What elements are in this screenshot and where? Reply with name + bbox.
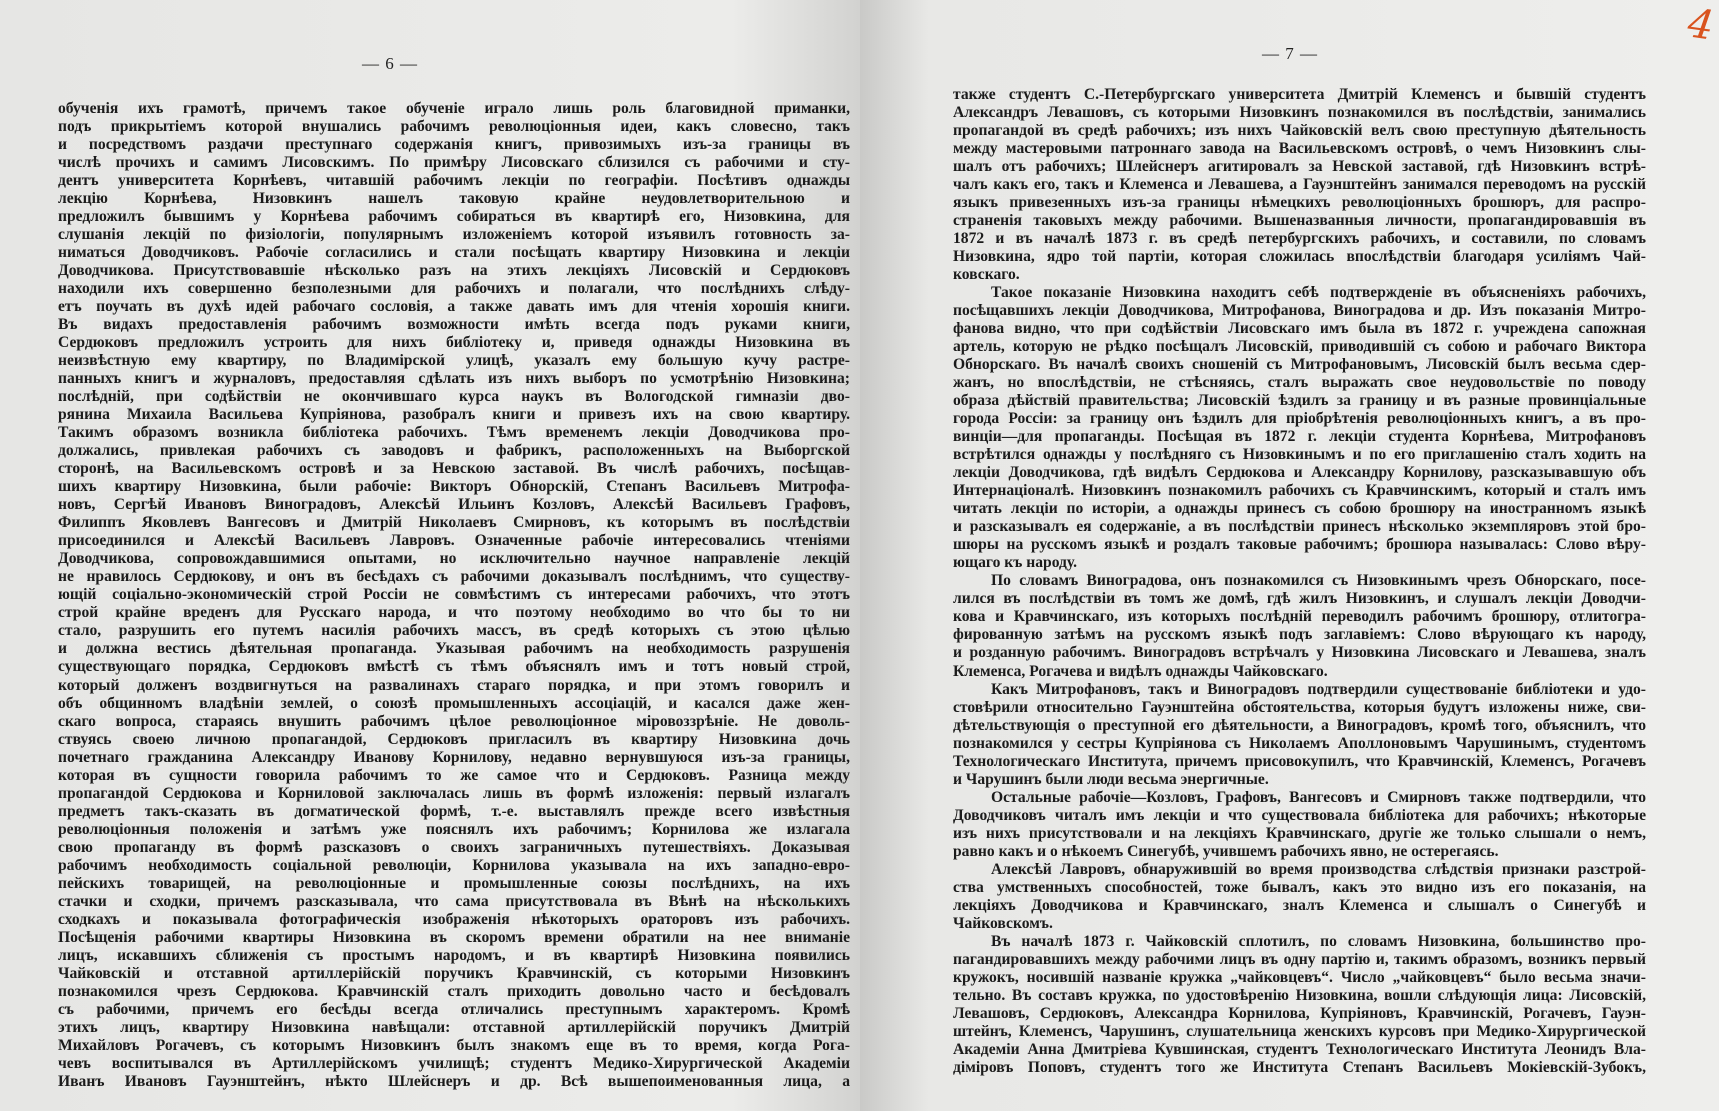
text-line: етъ поучать въ духѣ идей рабочаго сословія, а также давать имъ для чтенія хорошія книги. <box>58 298 850 316</box>
text-line: чалъ какъ его, такъ и Клеменса и Левашева, а Гауэнштейнъ занимался переводомъ на русскій <box>953 176 1646 194</box>
text-line: ствуясь своею личною пропагандой, Сердюковъ пригласилъ въ квартиру Низовкина дочь <box>58 730 850 748</box>
text-line: слушанія лекцій по физіологіи, популярнымъ изложеніемъ которой изъявилъ готовность за- <box>58 226 850 244</box>
text-line: Въ видахъ предоставленія рабочимъ возможности имѣть всегда подъ руками книги, <box>58 316 850 334</box>
text-line: кова и Кравчинскаго, изъ которыхъ послѣдній переводилъ рабочимъ брошюру, отлитогра- <box>953 608 1646 626</box>
text-line: присоединился и Алексѣй Васильевъ Лавровъ. Означенные рабочіе интересовались чтеніями <box>58 532 850 550</box>
text-line: Александръ Левашовъ, съ которыми Низовкинъ познакомился въ послѣдствіи, занимались <box>953 104 1646 122</box>
text-line: и Чарушинъ были люди весьма энергичные. <box>953 770 1269 788</box>
text-line: діміровъ Поповъ, студентъ того же Института Степанъ Васильевъ Мокіевскій-Зубокъ, <box>953 1058 1646 1076</box>
text-line: революціонныя положенія и затѣмъ уже пояснялъ ихъ рабочимъ; Корнилова же излагала <box>58 820 850 838</box>
text-line: не нравилось Сердюкову, и онъ въ бесѣдахъ съ рабочими доказывалъ послѣднимъ, что существу- <box>58 568 850 586</box>
text-line: ниматься Доводчиковъ. Рабочіе согласились и стали посѣщать квартиру Низовкина и лекціи <box>58 244 850 262</box>
text-line: Въ началѣ 1873 г. Чайковскій сплотилъ, по словамъ Низовкина, большинство про- <box>991 932 1646 950</box>
text-line: который долженъ воздвигнуться на развалинахъ стараго порядка, и при этомъ говорилъ и <box>58 676 850 694</box>
text-line: Академіи Анна Дмитріева Кувшинская, студентъ Технологическаго Института Леонидъ Вла- <box>953 1040 1646 1058</box>
text-line: Такимъ образомъ возникла библіотека рабочихъ. Тѣмъ временемъ лекціи Доводчикова про- <box>58 424 850 442</box>
text-line: дѣтельствующія о преступной его дѣятельности, а Виноградовъ, кромѣ того, объяснилъ, что <box>953 716 1646 734</box>
text-line: Низовкина, ядро той партіи, которая сложилась впослѣдствіи благодаря усиліямъ Чай- <box>953 248 1646 266</box>
text-line: стачки и сходки, причемъ разсказывала, что сама присутствовала въ Вѣнѣ на нѣсколькихъ <box>58 892 850 910</box>
text-line: пейскихъ товарищей, на революціонные и промышленные союзы послѣднихъ, на ихъ <box>58 874 850 892</box>
text-line: Михайловъ Рогачевъ, съ которымъ Низовкинъ былъ знакомъ еще въ то время, когда Рога- <box>58 1036 850 1054</box>
text-line: тельно. Въ составъ кружка, по удостовѣренію Низовкина, вошли слѣдующія лица: Лисовскій, <box>953 986 1646 1004</box>
text-line: шихъ квартиру Низовкина, были рабочіе: Викторъ Обнорскій, Степанъ Васильевъ Митрофа- <box>58 478 850 496</box>
text-line: этихъ лицъ, квартиру Низовкина навѣщали: отставной артиллерійскій поручикъ Дмитрій <box>58 1018 850 1036</box>
text-line: подъ прикрытіемъ которой внушались рабочимъ революціонныя идеи, какъ словесно, такъ <box>58 118 850 136</box>
text-line: Сердюковъ предложилъ устроить для нихъ библіотеку и, приведя однажды Низовкина въ <box>58 334 850 352</box>
text-line: шюры на русскомъ языкѣ и роздалъ таковые рабочимъ; брошюра называлась: Слово вѣру- <box>953 536 1646 554</box>
text-line: познакомился у сестры Купріянова съ Николаемъ Аполлоновымъ Чарушинымъ, студентомъ <box>953 734 1646 752</box>
text-line: читать лекціи по исторіи, а однажды принесъ съ собою брошюру на иностранномъ языкѣ <box>953 500 1646 518</box>
text-line: и должна вестись дѣятельная пропаганда. Указывая рабочимъ на необходимость разрушенія <box>58 640 850 658</box>
text-line: также студентъ С.-Петербургскаго университета Дмитрій Клеменсъ и бывшій студентъ <box>953 86 1646 103</box>
text-line: лекцію Корнѣева, Низовкинъ нашелъ таковую крайне неудовлетворительною и <box>58 190 850 208</box>
text-line: съ рабочими, причемъ его бесѣды всегда отличались преступнымъ характеромъ. Кромѣ <box>58 1000 850 1018</box>
text-line: По словамъ Виноградова, онъ познакомился съ Низовкинымъ чрезъ Обнорскаго, посе- <box>991 572 1646 590</box>
text-line: Такое показаніе Низовкина находитъ себѣ подтвержденіе въ объясненіяхъ рабочихъ, <box>991 284 1646 302</box>
text-line: 1872 и въ началѣ 1873 г. въ средѣ петербургскихъ рабочихъ, и составили, по словамъ <box>953 230 1646 248</box>
text-line: рянина Михаила Васильева Купріянова, разобралъ книги и привезъ ихъ на свою квартиру. <box>58 406 850 424</box>
text-line: Остальные рабочіе—Козловъ, Графовъ, Вангесовъ и Смирновъ также подтвердили, что <box>991 788 1646 806</box>
text-line: лился въ послѣдствіи въ томъ же домѣ, гдѣ жилъ Низовкинъ, и слушалъ лекціи Доводчи- <box>953 590 1646 608</box>
text-line: рабочимъ необходимость соціальной революціи, Корнилова указывала на ихъ западно-евро- <box>58 856 850 874</box>
text-line: пагандировавшихъ между рабочими лицъ въ одну партію и, такимъ образомъ, возникъ первый <box>953 950 1646 968</box>
text-line: существующаго порядка, Сердюковъ вмѣстѣ съ тѣмъ объяснялъ имъ и тотъ новый строй, <box>58 658 850 676</box>
text-line: шалъ отъ рабочихъ; Шлейснеръ агитировалъ за Невской заставой, гдѣ Низовкинъ встрѣ- <box>953 158 1646 176</box>
text-line: винціи—для пропаганды. Посѣщая въ 1872 г. лекціи студента Корнѣева, Митрофановъ <box>953 428 1646 446</box>
text-line: кружокъ, носившій названіе кружка „чайковцевъ“. Число „чайковцевъ“ было весьма значи- <box>953 968 1646 986</box>
right-page <box>860 0 1719 1111</box>
text-line: ковскаго. <box>953 266 1020 284</box>
text-line: города Россіи: за границу онъ ѣздилъ для пріобрѣтенія революціонныхъ книгъ, а въ про- <box>953 410 1646 428</box>
text-line: Иванъ Ивановъ Гауэнштейнъ, нѣкто Шлейснеръ и др. Всѣ вышепоименованныя лица, а <box>58 1072 850 1090</box>
text-line: Технологическаго Института, причемъ присовокупилъ, что Кравчинскій, Клеменсъ, Рогачевъ <box>953 752 1646 770</box>
text-line: послѣдній, при содѣйствіи не окончившаго курса наукъ въ Вологодской гимназіи дво- <box>58 388 850 406</box>
text-line: Обнорскаго. Въ началѣ своихъ сношеній съ Митрофановымъ, Лисовскій былъ весьма сдер- <box>953 356 1646 374</box>
text-line: строй крайне вреденъ для Русскаго народа, и что поэтому необходимо во что бы то ни <box>58 604 850 622</box>
text-line: Интернаціоналѣ. Низовкинъ познакомилъ рабочихъ съ Кравчинскимъ, который и сталъ имъ <box>953 482 1646 500</box>
text-line: ства умственныхъ способностей, тоже бывалъ, какъ это видно изъ его показанія, на <box>953 878 1646 896</box>
text-line: обученія ихъ грамотѣ, причемъ такое обученіе играло лишь роль благовидной приманки, <box>58 100 850 117</box>
text-line: дентъ университета Корнѣевъ, читавшій рабочимъ лекціи по географіи. Посѣтивъ однажды <box>58 172 850 190</box>
text-line: скаго вопроса, стараясь внушить рабочимъ цѣлое революціонное міровоззрѣніе. Не доволь- <box>58 712 850 730</box>
text-line: предложилъ бывшимъ у Корнѣева рабочимъ собираться въ квартирѣ его, Низовкина, для <box>58 208 850 226</box>
text-line: ющій соціально-экономическій строй Россіи не совмѣстимъ съ интересами рабочихъ, что этотъ <box>58 586 850 604</box>
text-line: Чайковскій и отставной артиллерійскій поручикъ Кравчинскій, съ которыми Низовкинъ <box>58 964 850 982</box>
text-line: Какъ Митрофановъ, такъ и Виноградовъ подтвердили существованіе библіотеки и удо- <box>991 680 1646 698</box>
text-line: чевъ воспитывался въ Артиллерійскомъ училищѣ; студентъ Медико-Хирургической Академіи <box>58 1054 850 1072</box>
text-line: между мастеровыми патроннаго завода на Васильевскомъ островѣ, о чемъ Низовкинъ слы- <box>953 140 1646 158</box>
text-line: Доводчиковъ читалъ имъ лекціи и что существовала библіотека для рабочихъ; нѣкоторые <box>953 806 1646 824</box>
text-line: Доводчикова, сопровождавшимися опытами, но исключительно научное направленіе лекцій <box>58 550 850 568</box>
text-line: и разсказывалъ ея содержаніе, а въ послѣдствіи принесъ нѣсколько экземпляровъ этой бро- <box>953 518 1646 536</box>
text-line: Алексѣй Лавровъ, обнаружившій во время производства слѣдствія признаки разстрой- <box>991 860 1646 878</box>
text-line: панныхъ книгъ и журналовъ, предоставляя сдѣлать изъ нихъ выборъ по усмотрѣнію Низовкина; <box>58 370 850 388</box>
text-line: лекціяхъ Доводчикова и Кравчинскаго, зналъ Клеменса и слышалъ о Синегубѣ и <box>953 896 1646 914</box>
text-line: сходкахъ и показывала фотографическія изображенія нѣкоторыхъ ораторовъ изъ рабочихъ. <box>58 910 850 928</box>
text-line: новъ, Сергѣй Ивановъ Виноградовъ, Алексѣй Ильинъ Козловъ, Алексѣй Васильевъ Графовъ, <box>58 496 850 514</box>
text-line: и посредствомъ раздачи преступнаго содержанія книгъ, привозимыхъ изъ-за границы въ <box>58 136 850 154</box>
text-line: познакомился чрезъ Сердюкова. Кравчинскій сталъ приходить довольно часто и бесѣдовалъ <box>58 982 850 1000</box>
text-line: стало, разрушить его путемъ насилія рабочихъ массъ, въ средѣ которыхъ съ этою цѣлью <box>58 622 850 640</box>
text-line: Клеменса, Рогачева и видѣлъ однажды Чайковскаго. <box>953 662 1328 680</box>
text-line: стовѣрили относительно Гауэнштейна обстоятельства, которыя будутъ изложены ниже, сви- <box>953 698 1646 716</box>
handwritten-sheet-number: 4 <box>1684 0 1717 50</box>
text-line: изъ нихъ присутствовали и на лекціяхъ Кравчинскаго, другіе же только слышали о немъ, <box>953 824 1646 842</box>
text-line: ющаго къ народу. <box>953 554 1078 572</box>
text-line: предметъ такъ-сказать въ догматической формѣ, т.-е. выставлялъ прежде всего извѣстныя <box>58 802 850 820</box>
text-line: Посѣщенія рабочими квартиры Низовкина въ скоромъ времени обратили на нее вниманіе <box>58 928 850 946</box>
text-line: лекціи Доводчикова, гдѣ видѣлъ Сердюкова и Александру Корнилову, разсказывавшую объ <box>953 464 1646 482</box>
page-number: — 6 — <box>362 54 418 73</box>
text-line: объ общинномъ владѣніи землей, о союзѣ промышленныхъ ассоціацій, и касался даже жен- <box>58 694 850 712</box>
text-line: числѣ прочихъ и самимъ Лисовскимъ. По примѣру Лисовскаго сблизился съ рабочими и сту- <box>58 154 850 172</box>
text-line: встрѣтился однажды у послѣдняго съ Низовкинымъ и по его приглашенію сталъ ходить на <box>953 446 1646 464</box>
text-block <box>58 100 850 1091</box>
text-line: пропагандой Сердюкова и Корниловой заключалась лишь въ формѣ изложенія: первый излагалъ <box>58 784 850 802</box>
text-line: свою пропаганду въ формѣ разсказовъ о своихъ заграничныхъ путешествіяхъ. Доказывая <box>58 838 850 856</box>
text-line: сторонѣ, на Васильевскомъ островѣ и за Невскою заставой. Въ числѣ рабочихъ, посѣщав- <box>58 460 850 478</box>
text-line: страненія таковыхъ между рабочими. Вышеназванныя личности, пропагандировавшія въ <box>953 212 1646 230</box>
text-line: Доводчикова. Присутствовавшіе нѣсколько разъ на этихъ лекціяхъ Лисовскій и Сердюковъ <box>58 262 850 280</box>
text-line: неизвѣстную ему квартиру, по Владимірской улицѣ, указалъ ему большую кучу растре- <box>58 352 850 370</box>
text-line: штейнъ, Клеменсъ, Чарушинъ, слушательница женскихъ курсовъ при Медико-Хирургической <box>953 1022 1646 1040</box>
text-line: Левашовъ, Сердюковъ, Александра Корнилова, Купріяновъ, Кравчинскій, Рогачевъ, Гауэн- <box>953 1004 1646 1022</box>
text-line: Филиппъ Яковлевъ Вангесовъ и Дмитрій Николаевъ Смирновъ, къ которымъ въ послѣдствіи <box>58 514 850 532</box>
text-line: равно какъ и о нѣкоемъ Синегубѣ, учившемъ рабочихъ явно, не остерегаясь. <box>953 842 1499 860</box>
page-number: — 7 — <box>1262 44 1318 63</box>
text-line: посѣщавшихъ лекціи Доводчикова, Митрофанова, Виноградова и др. Изъ показанія Митро- <box>953 302 1646 320</box>
text-line: лицъ, искавшихъ сближенія съ простымъ народомъ, и въ квартирѣ Низовкина появились <box>58 946 850 964</box>
text-line: должались, привлекая рабочихъ съ заводовъ и фабрикъ, расположенныхъ на Выборгской <box>58 442 850 460</box>
text-line: находили ихъ совершенно безполезными для рабочихъ и полагали, что послѣднихъ слѣду- <box>58 280 850 298</box>
text-line: артель, которую не рѣдко посѣщалъ Лисовскій, приводившій съ собою и рабочаго Виктора <box>953 338 1646 356</box>
text-line: языкъ привезенныхъ изъ-за границы нѣмецкихъ революціонныхъ брошюръ, для распро- <box>953 194 1646 212</box>
text-line: и розданную рабочимъ. Виноградовъ встрѣчалъ у Низовкина Лисовскаго и Левашева, зналъ <box>953 644 1646 662</box>
text-line: образа дѣйствій правительства; Лисовскій ѣздилъ за границу и въ разные провинціальные <box>953 392 1646 410</box>
text-line: жанъ, но впослѣдствіи, не стѣсняясь, сталъ выражать свое неудовольствіе по поводу <box>953 374 1646 392</box>
text-line: фанова видно, что при содѣйствіи Лисовскаго имъ была въ 1872 г. учреждена сапожная <box>953 320 1646 338</box>
text-line: почетнаго гражданина Александру Иванову Корнилову, недавно вернувшуюся изъ-за границы, <box>58 748 850 766</box>
text-line: фированную затѣмъ на русскомъ языкѣ подъ заглавіемъ: Слово вѣрующаго къ народу, <box>953 626 1646 644</box>
text-block <box>953 86 1646 1077</box>
text-line: пропагандой въ средѣ рабочихъ; изъ нихъ Чайковскій велъ свою преступную дѣятельность <box>953 122 1646 140</box>
text-line: Чайковскомъ. <box>953 914 1053 932</box>
text-line: которая въ сущности говорила рабочимъ то же самое что и Сердюковъ. Разница между <box>58 766 850 784</box>
